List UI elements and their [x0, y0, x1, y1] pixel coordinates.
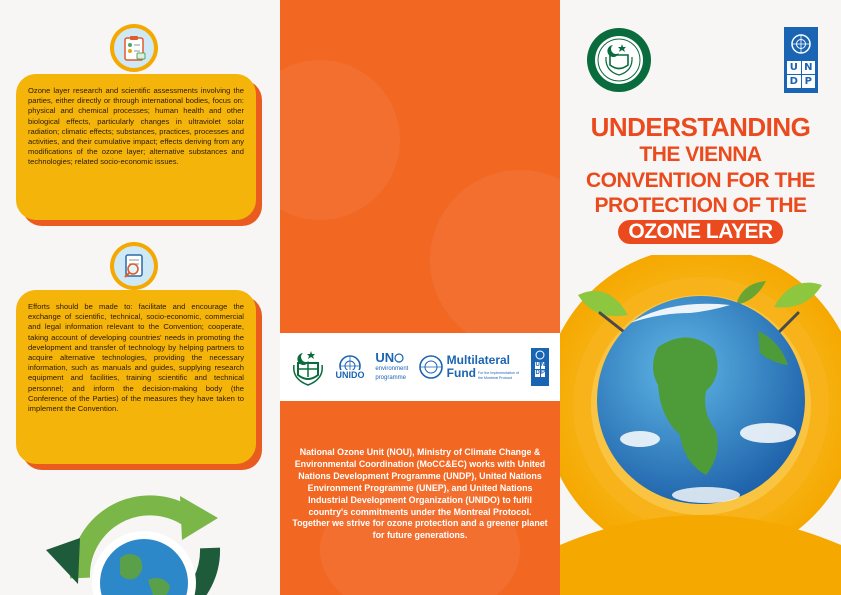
title-line-2: THE VIENNA	[639, 143, 762, 166]
earth-illustration	[560, 255, 841, 595]
undp-small-globe-icon	[534, 348, 546, 362]
research-card	[16, 74, 256, 220]
ministry-seal-icon	[586, 27, 652, 93]
un-globe-icon	[394, 353, 404, 363]
undp-small-letter-u: U	[535, 362, 540, 368]
efforts-card	[16, 290, 256, 464]
title-line-1: UNDERSTANDING	[590, 112, 811, 142]
unido-label: UNIDO	[335, 370, 365, 380]
undp-small-letter-d: D	[535, 370, 540, 376]
undp-logo	[784, 27, 818, 93]
mlf-globe-icon	[418, 354, 444, 380]
middle-panel	[280, 0, 560, 595]
partnership-text: National Ozone Unit (NOU), Ministry of Climate Change & Environmental Coordination (MoCC&EC) works with United Nations Development Programme (UNDP), United Nations Environment Programme (UNEP), and United Nations Industrial Development Organization (UNIDO) to fulfil country's commitments under the Montreal Protocol. Together we strive for ozone protection and a greener planet for future generations.	[292, 447, 548, 541]
mlf-title2: Fund	[446, 366, 476, 380]
undp-letter-u: U	[787, 61, 801, 74]
partner-logos-strip	[280, 333, 560, 401]
brochure-title	[560, 112, 841, 244]
mlf-title1: Multilateral	[446, 353, 511, 367]
undp-small-letter-p: P	[540, 370, 545, 376]
un-env-name: UN	[375, 350, 395, 365]
title-line-5-badge: OZONE LAYER	[618, 220, 782, 244]
pakistan-emblem-icon	[291, 347, 325, 387]
un-env-sub1: environment	[375, 366, 409, 372]
undp-small-letter-n: N	[540, 362, 546, 368]
un-environment-logo	[375, 351, 408, 383]
mlf-subtitle: For the Implementation of the Montreal Protocol	[478, 371, 519, 380]
undp-letter-n: N	[802, 61, 816, 74]
undp-globe-icon	[789, 32, 813, 56]
undp-letter-p: P	[802, 75, 816, 88]
title-line-3: CONVENTION FOR THE	[585, 168, 815, 192]
undp-letter-d: D	[787, 75, 801, 88]
right-panel	[560, 0, 841, 595]
title-line-4: PROTECTION OF THE	[594, 194, 807, 217]
recycle-globe-icon	[40, 488, 240, 595]
clipboard-icon	[110, 24, 158, 72]
unido-logo	[334, 354, 366, 380]
document-search-icon	[110, 242, 158, 290]
left-panel	[0, 0, 280, 595]
undp-small-logo	[531, 348, 549, 386]
multilateral-fund-logo	[418, 354, 522, 380]
un-env-sub2: programme	[375, 375, 406, 381]
efforts-card-text: Efforts should be made to: facilitate and encourage the exchange of scientific, technical, socio-economic, commercial and legal information relevant to the Convention; cooperate, taking account of developing countries' needs in promoting the development and transfer of technology by helping partners to acquire alternative technologies, providing the necessary information, such as manuals and guides, supplying research equipment and facilities, training scientific and technical personnel; and inform the decision-making body (the Conference of the Parties) of the measures they have taken to implement the Convention.	[28, 302, 244, 414]
research-card-text: Ozone layer research and scientific assessments involving the parties, either directly or through international bodies, focus on: physical and chemical processes; human health and other biological effects, particularly changes in ultraviolet solar radiation; climatic effects; substances, practices, processes and activities, and their cumulative impact; effects deriving from any modifications of the ozone layer; alternative substances and technologies; related socio-economic issues.	[28, 86, 244, 167]
